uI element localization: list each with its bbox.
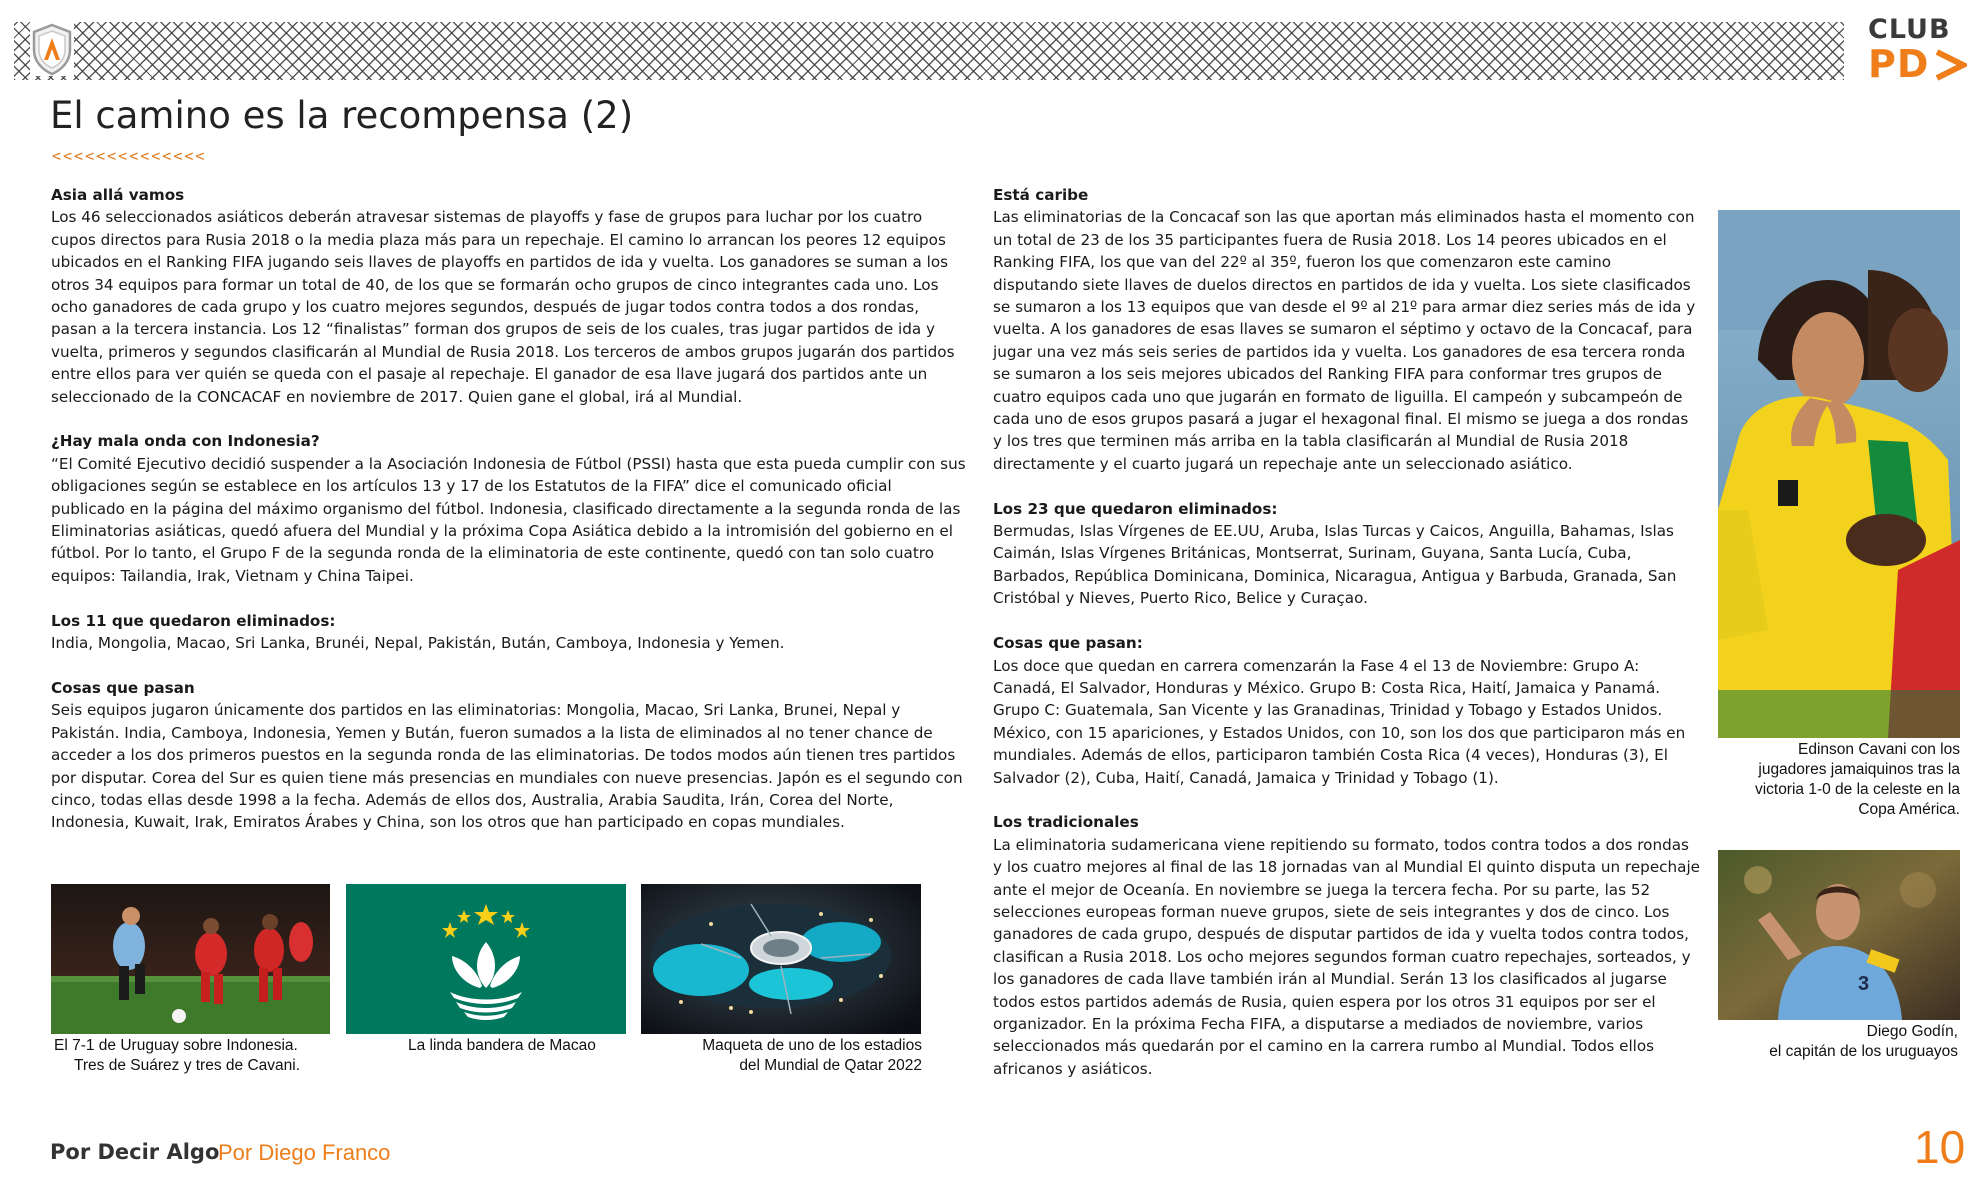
qatar-stadium-caption: [642, 1036, 922, 1076]
section-indonesia: [51, 430, 966, 587]
shield-logo-icon: [30, 22, 74, 76]
godin-photo: [1718, 850, 1960, 1020]
section-asia-curiosities: [51, 677, 966, 834]
caption-line: el capitán de los uruguayos: [1769, 1043, 1958, 1060]
section-body: Seis equipos jugaron únicamente dos partidos en las eliminatorias: Mongolia, Macao, Sri Lanka, Brunei, Nepal y Pakistán. India, Camboya, Indonesia, Yemen y Bután, fueron sumados a la lista de eliminados al no tener chance de acceder a los dos primeros puestos en la segunda ronda de las eliminatorias. De todos modos aún tienen tres partidos por disputar. Corea del Sur es quien tiene más presencias en mundiales con nueve presencias. Japón es el segundo con cinco, todas ellas desde 1998 a la fecha. Además de ellos dos, Australia, Arabia Saudita, Irán, Corea del Norte, Indonesia, Kuwait, Irak, Emiratos Árabes y China, son los otros que han participado en copas mundiales.: [51, 701, 963, 832]
page-number: 10: [1914, 1121, 1966, 1173]
section-body: “El Comité Ejecutivo decidió suspender a la Asociación Indonesia de Fútbol (PSSI) hasta que esta pueda cumplir con sus obligaciones según se establece en los artículos 13 y 17 de los Estatutos de la FIFA” dice el comunicado oficial publicado en la página del máximo organismo del fútbol. Indonesia, clasificado directamente a la segunda ronda de las Eliminatorias asiáticas, quedó afuera del Mundial y la próxima Copa Asiática debido a la intromisión del gobierno en el fútbol. Por lo tanto, el Grupo F de la segunda ronda de la eliminatoria de este continente, quedó con tan solo cuatro equipos: Tailandia, Irak, Vietnam y China Taipei.: [51, 454, 966, 585]
caption-line: Copa América.: [1858, 801, 1960, 818]
header-pattern-band: [14, 22, 1844, 80]
caption-line: La linda bandera de Macao: [408, 1037, 596, 1054]
section-heading: ¿Hay mala onda con Indonesia?: [51, 432, 320, 451]
macao-flag-image: [346, 884, 626, 1034]
club-pd-logo: [1868, 14, 1972, 88]
section-heading: Los tradicionales: [993, 813, 1139, 832]
chevron-right-icon: [1933, 48, 1967, 82]
section-body: La eliminatoria sudamericana viene repitiendo su formato, todos contra todos a dos rondas y los cuatro mejores al final de las 18 jornadas van al Mundial El quinto disputa un repechaje ante el mejor de Oceanía. En noviembre se juega la tercera fecha. Por su parte, las 52 selecciones europeas forman nueve grupos, siete de seis integrantes y dos de cinco. Los ganadores de cada grupo, después de disputar partidos de ida y vuelta todos contra todos, clasifican a Rusia 2018. Los ocho mejores segundos forman cuatro repechajes, sorteados, y los ganadores de cada llave también irán al Mundial. Serán 13 los clasificados al jugarse todos estos partidos además de Rusia, quien espera por los otros 31 equipos por ser el organizador. En la próxima Fecha FIFA, a disputarse a mediados de noviembre, varios seleccionados más quedarán por el camino en la carrera rumbo al Mundial. Todos ellos africanos y asiáticos.: [993, 835, 1701, 1078]
caption-line: El 7-1 de Uruguay sobre Indonesia.: [54, 1037, 298, 1054]
section-heading: Está caribe: [993, 186, 1089, 204]
godin-photo-caption: [1712, 1022, 1958, 1062]
section-heading: Los 23 que quedaron eliminados:: [993, 499, 1278, 518]
qatar-stadium-image: [641, 884, 921, 1034]
title-chevron-ornament: <<<<<<<<<<<<<<: [52, 147, 207, 165]
section-traditionals: [993, 811, 1700, 1080]
section-concacaf-curiosities: [993, 632, 1700, 789]
caption-line: Edinson Cavani con los: [1798, 741, 1960, 758]
club-logo-text: CLUB: [1868, 14, 1951, 45]
section-concacaf-eliminated: [993, 498, 1700, 610]
pd-logo-text: PD: [1868, 42, 1930, 86]
section-body: Bermudas, Islas Vírgenes de EE.UU, Aruba, Islas Turcas y Caicos, Anguilla, Bahamas, Islas Caimán, Islas Vírgenes Británicas, Montserrat, Surinam, Guyana, Santa Lucía, Cuba, Barbados, República Dominicana, Dominica, Nicaragua, Antigua y Barbuda, Granada, San Cristóbal y Nieves, Puerto Rico, Belice y Curaçao.: [993, 522, 1677, 608]
section-asia-eliminated: [51, 610, 966, 655]
section-heading: Cosas que pasan: [51, 678, 195, 697]
caption-line: victoria 1-0 de la celeste en la: [1754, 781, 1960, 798]
right-text-column: [993, 184, 1700, 1103]
footer-section-name: Por Decir Algo: [50, 1140, 220, 1164]
page-title: El camino es la recompensa (2): [50, 94, 634, 137]
section-heading: Cosas que pasan:: [993, 634, 1143, 653]
section-asia: [51, 184, 966, 408]
uruguay-photo-caption: [54, 1036, 344, 1076]
caption-line: Maqueta de uno de los estadios: [702, 1037, 922, 1054]
section-body: Las eliminatorias de la Concacaf son las que aportan más eliminados hasta el momento con un total de 23 de los 35 participantes fuera de Rusia 2018. Los 14 peores ubicados en el Ranking FIFA, los que van del 22º al 35º, fueron los que comenzaron este camino disputando siete llaves de duelos directos en partidos de ida y vuelta. Los siete clasificados se sumaron a los 13 equipos que van desde el 9º al 21º para armar diez series más de ida y vuelta. A los ganadores de esas llaves se sumaron el séptimo y octavo de la Concacaf, para jugar una vez más seis series de partidos ida y vuelta. Los ganadores de esa tercera ronda se sumaron a los seis mejores ubicados del Ranking FIFA para conformar tres grupos de cuatro equipos cada uno que jugarán en formato de liguilla. El campeón y subcampeón de cada uno de esos grupos pasará a jugar el hexagonal final. El mismo se juega a dos rondas y los tres que terminen más arriba en la tabla clasificarán al Mundial de Rusia 2018 directamente y el cuarto jugará un repechaje ante un seleccionado asiático.: [993, 208, 1696, 473]
caption-line: Tres de Suárez y tres de Cavani.: [74, 1057, 300, 1074]
section-body: India, Mongolia, Macao, Sri Lanka, Brunéi, Nepal, Pakistán, Bután, Camboya, Indonesia y Yemen.: [51, 634, 785, 653]
macao-flag-caption: [408, 1036, 648, 1056]
left-text-column: [51, 184, 966, 856]
uruguay-match-photo: [51, 884, 330, 1034]
caption-line: Diego Godín,: [1866, 1023, 1958, 1040]
section-caribe: [993, 184, 1700, 475]
section-heading: Asia allá vamos: [51, 186, 185, 204]
section-heading: Los 11 que quedaron eliminados:: [51, 611, 336, 630]
cavani-photo: [1718, 210, 1960, 738]
caption-line: jugadores jamaiquinos tras la: [1758, 761, 1960, 778]
footer-author: Por Diego Franco: [218, 1140, 391, 1165]
cavani-photo-caption: [1712, 740, 1960, 820]
caption-line: del Mundial de Qatar 2022: [739, 1057, 922, 1074]
svg-text:3: 3: [1858, 973, 1870, 995]
section-body: Los doce que quedan en carrera comenzarán la Fase 4 el 13 de Noviembre: Grupo A: Canadá, El Salvador, Honduras y México. Grupo B: Costa Rica, Haití, Jamaica y Panamá. Grupo C: Guatemala, San Vicente y las Granadinas, Trinidad y Tobago y Estados Unidos. México, con 15 apariciones, y Estados Unidos, con 10, son los dos que participaron más en mundiales. Además de ellos, participaron también Costa Rica (4 veces), Honduras (3), El Salvador (2), Cuba, Haití, Canadá, Jamaica y Trinidad y Tobago (1).: [993, 656, 1686, 787]
section-body: Los 46 seleccionados asiáticos deberán atravesar sistemas de playoffs y fase de grupos para luchar por los cuatro cupos directos para Rusia 2018 o la media plaza más para un repechaje. El camino lo arrancan los peores 12 equipos ubicados en el Ranking FIFA jugando seis llaves de playoffs en partidos de ida y vuelta. Los ganadores se suman a los otros 34 equipos para formar un total de 40, de los que se formarán ocho grupos de cinco integrantes cada uno. Los ocho ganadores de cada grupo y los cuatro mejores segundos, después de jugar todos contra todos a dos rondas, pasan a la tercera instancia. Los 12 “finalistas” forman dos grupos de seis de los cuales, tras jugar partidos de ida y vuelta, primeros y segundos clasificarán al Mundial de Rusia 2018. Los terceros de ambos grupos jugarán dos partidos entre ellos para ver quién se queda con el pasaje al repechaje. El ganador de esa llave jugará dos partidos ante un seleccionado de la CONCACAF en noviembre de 2017. Quien gane el global, irá al Mundial.: [51, 208, 955, 406]
